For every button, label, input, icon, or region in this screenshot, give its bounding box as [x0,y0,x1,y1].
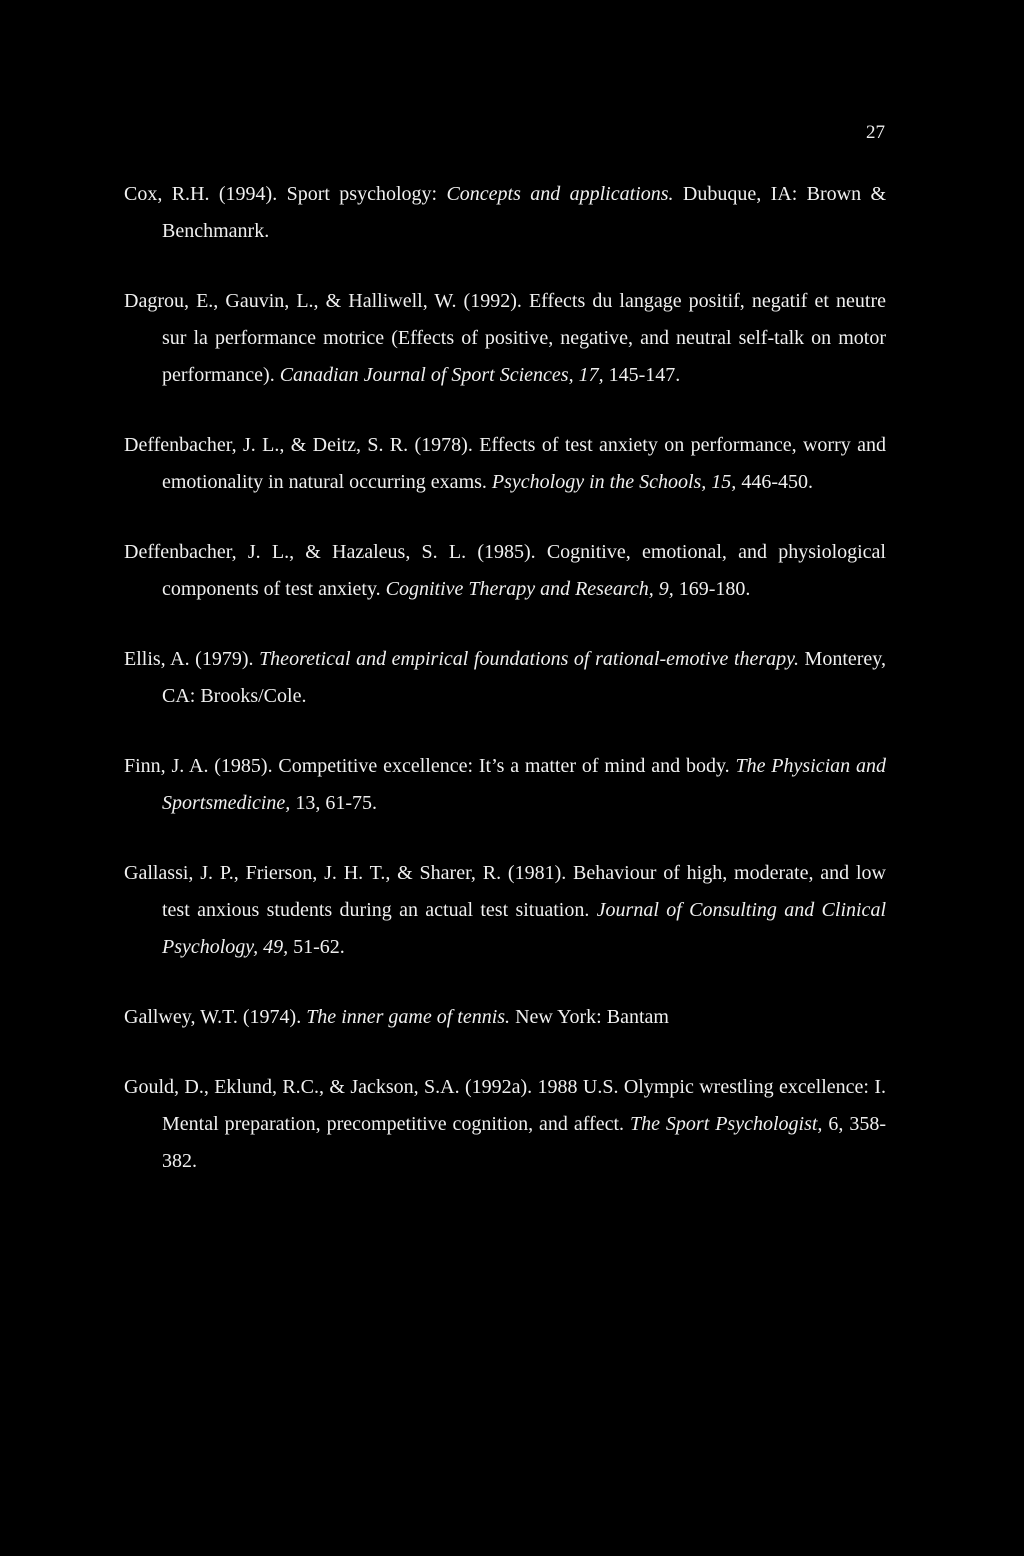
reference-text: 51-62. [288,936,345,958]
reference-text: 6, 358-382. [162,1113,886,1172]
reference-text: 13, 61-75. [290,792,377,814]
reference-text: Dubuque, IA: Brown & Benchmanrk. [162,183,886,242]
reference-entry [124,427,886,501]
reference-source-title: The inner game of tennis. [306,1006,511,1028]
reference-text: Gallwey, W.T. (1974). [124,1006,307,1028]
reference-source-title: Cognitive Therapy and Research, 9, [385,578,674,600]
reference-text: 446-450. [736,471,813,493]
reference-text: Dagrou, E., Gauvin, L., & Halliwell, W. (1992). Effects du langage positif, negatif et neutre sur la performance motrice (Effects of positive, negative, and neutral self-talk on motor performance). [124,290,886,386]
reference-entry [124,855,886,966]
reference-text: Gallassi, J. P., Frierson, J. H. T., & Sharer, R. (1981). Behaviour of high, moderate, and low test anxious students during an actual test situation. [124,862,886,921]
reference-text: Cox, R.H. (1994). Sport psychology: [124,183,447,205]
reference-entry [124,176,886,250]
reference-entry [124,641,886,715]
reference-text: Ellis, A. (1979). [124,648,260,670]
reference-text: Monterey, CA: Brooks/Cole. [162,648,886,707]
reference-text: Gould, D., Eklund, R.C., & Jackson, S.A. (1992a). 1988 U.S. Olympic wrestling excellence: I. Mental preparation, precompetitive cognition, and affect. [124,1076,886,1135]
reference-text: New York: Bantam [510,1006,669,1028]
reference-entry [124,283,886,394]
reference-source-title: The Sport Psychologist, [629,1113,823,1135]
reference-source-title: Theoretical and empirical foundations of rational-emotive therapy. [259,648,799,670]
page-number: 27 [866,122,885,143]
reference-text: Deffenbacher, J. L., & Deitz, S. R. (1978). Effects of test anxiety on performance, worry and emotionality in natural occurring exams. [124,434,886,493]
reference-text: Finn, J. A. (1985). Competitive excellence: It’s a matter of mind and body. [124,755,736,777]
reference-source-title: Psychology in the Schools, 15, [491,471,737,493]
reference-source-title: Journal of Consulting and Clinical Psychology, 49, [162,899,886,958]
reference-text: 145-147. [603,364,681,386]
reference-source-title: The Physician and Sportsmedicine, [162,755,886,814]
reference-text: 169-180. [673,578,751,600]
reference-text: Deffenbacher, J. L., & Hazaleus, S. L. (1985). Cognitive, emotional, and physiological components of test anxiety. [124,541,886,600]
reference-entry [124,748,886,822]
reference-list [124,176,886,1213]
reference-entry [124,1069,886,1180]
reference-source-title: Concepts and applications. [446,183,674,205]
reference-source-title: Canadian Journal of Sport Sciences, 17, [279,364,604,386]
reference-entry [124,534,886,608]
reference-entry [124,999,886,1036]
